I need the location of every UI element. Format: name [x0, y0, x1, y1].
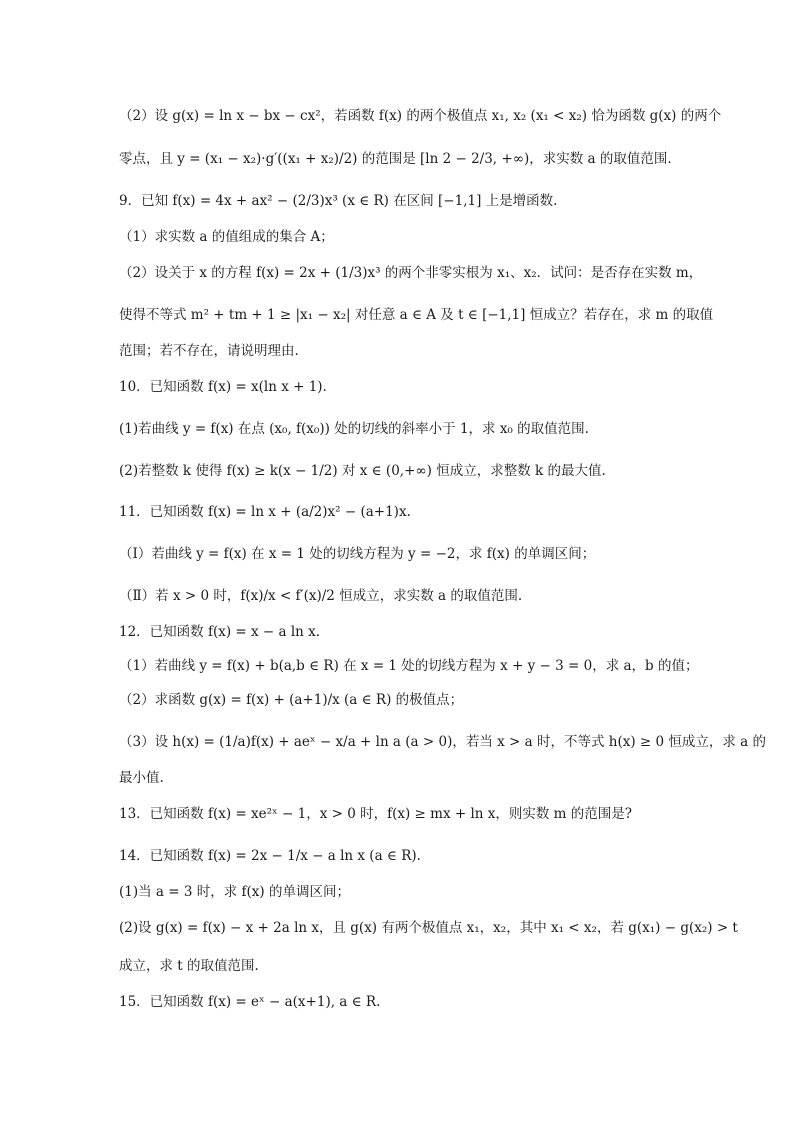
- question-14-stem: 14．已知函数 f(x) = 2x − 1/x − a ln x (a ∈ R).: [119, 848, 421, 864]
- question-10-part-2: (2)若整数 k 使得 f(x) ≥ k(x − 1/2) 对 x ∈ (0,+∞) 恒成立，求整数 k 的最大值.: [119, 463, 606, 479]
- question-9-part-1: （1）求实数 a 的值组成的集合 A；: [119, 229, 334, 245]
- question-14-part-2-line-1: (2)设 g(x) = f(x) − x + 2a ln x，且 g(x) 有两个极值点 x₁，x₂，其中 x₁ < x₂，若 g(x₁) − g(x₂) > t: [119, 920, 738, 936]
- question-11-part-1: （Ⅰ）若曲线 y = f(x) 在 x = 1 处的切线方程为 y = −2，求 f(x) 的单调区间；: [119, 546, 596, 562]
- question-9-stem: 9．已知 f(x) = 4x + ax² − (2/3)x³ (x ∈ R) 在区间 [−1,1] 上是增函数.: [119, 193, 558, 209]
- question-8-part-2-line-2: 零点，且 y = (x₁ − x₂)·g′((x₁ + x₂)/2) 的范围是 [ln 2 − 2/3, +∞)，求实数 a 的取值范围.: [119, 151, 672, 167]
- question-15-stem: 15．已知函数 f(x) = eˣ − a(x+1), a ∈ R.: [119, 994, 381, 1010]
- question-9-part-2-line-2: 使得不等式 m² + tm + 1 ≥ |x₁ − x₂| 对任意 a ∈ A 及 t ∈ [−1,1] 恒成立？若存在，求 m 的取值: [119, 307, 714, 323]
- question-12-part-3-line-2: 最小值.: [119, 770, 164, 786]
- question-13-stem: 13．已知函数 f(x) = xe²ˣ − 1，x > 0 时，f(x) ≥ mx + ln x，则实数 m 的范围是?: [119, 806, 632, 822]
- question-11-stem: 11．已知函数 f(x) = ln x + (a/2)x² − (a+1)x.: [119, 504, 411, 520]
- question-12-part-1: （1）若曲线 y = f(x) + b(a,b ∈ R) 在 x = 1 处的切线方程为 x + y − 3 = 0，求 a，b 的值；: [119, 658, 699, 674]
- question-9-part-2-line-1: （2）设关于 x 的方程 f(x) = 2x + (1/3)x³ 的两个非零实根为 x₁、x₂．试问：是否存在实数 m，: [119, 265, 703, 281]
- question-12-part-3-line-1: （3）设 h(x) = (1/a)f(x) + aeˣ − x/a + ln a (a > 0)，若当 x > a 时，不等式 h(x) ≥ 0 恒成立，求 a 的: [119, 734, 767, 750]
- question-12-stem: 12．已知函数 f(x) = x − a ln x.: [119, 624, 321, 640]
- question-12-part-2: （2）求函数 g(x) = f(x) + (a+1)/x (a ∈ R) 的极值点；: [119, 692, 464, 708]
- question-8-part-2-line-1: （2）设 g(x) = ln x − bx − cx²，若函数 f(x) 的两个极值点 x₁, x₂ (x₁ < x₂) 恰为函数 g(x) 的两个: [119, 108, 722, 124]
- question-10-part-1: (1)若曲线 y = f(x) 在点 (x₀, f(x₀)) 处的切线的斜率小于 1，求 x₀ 的取值范围.: [119, 421, 589, 437]
- question-11-part-2: （Ⅱ）若 x > 0 时，f(x)/x < f′(x)/2 恒成立，求实数 a 的取值范围.: [119, 588, 523, 604]
- question-10-stem: 10．已知函数 f(x) = x(ln x + 1).: [119, 379, 327, 395]
- question-14-part-1: (1)当 a = 3 时，求 f(x) 的单调区间；: [119, 884, 350, 900]
- question-14-part-2-line-2: 成立，求 t 的取值范围.: [119, 958, 259, 974]
- question-9-part-2-line-3: 范围；若不存在，请说明理由.: [119, 343, 299, 359]
